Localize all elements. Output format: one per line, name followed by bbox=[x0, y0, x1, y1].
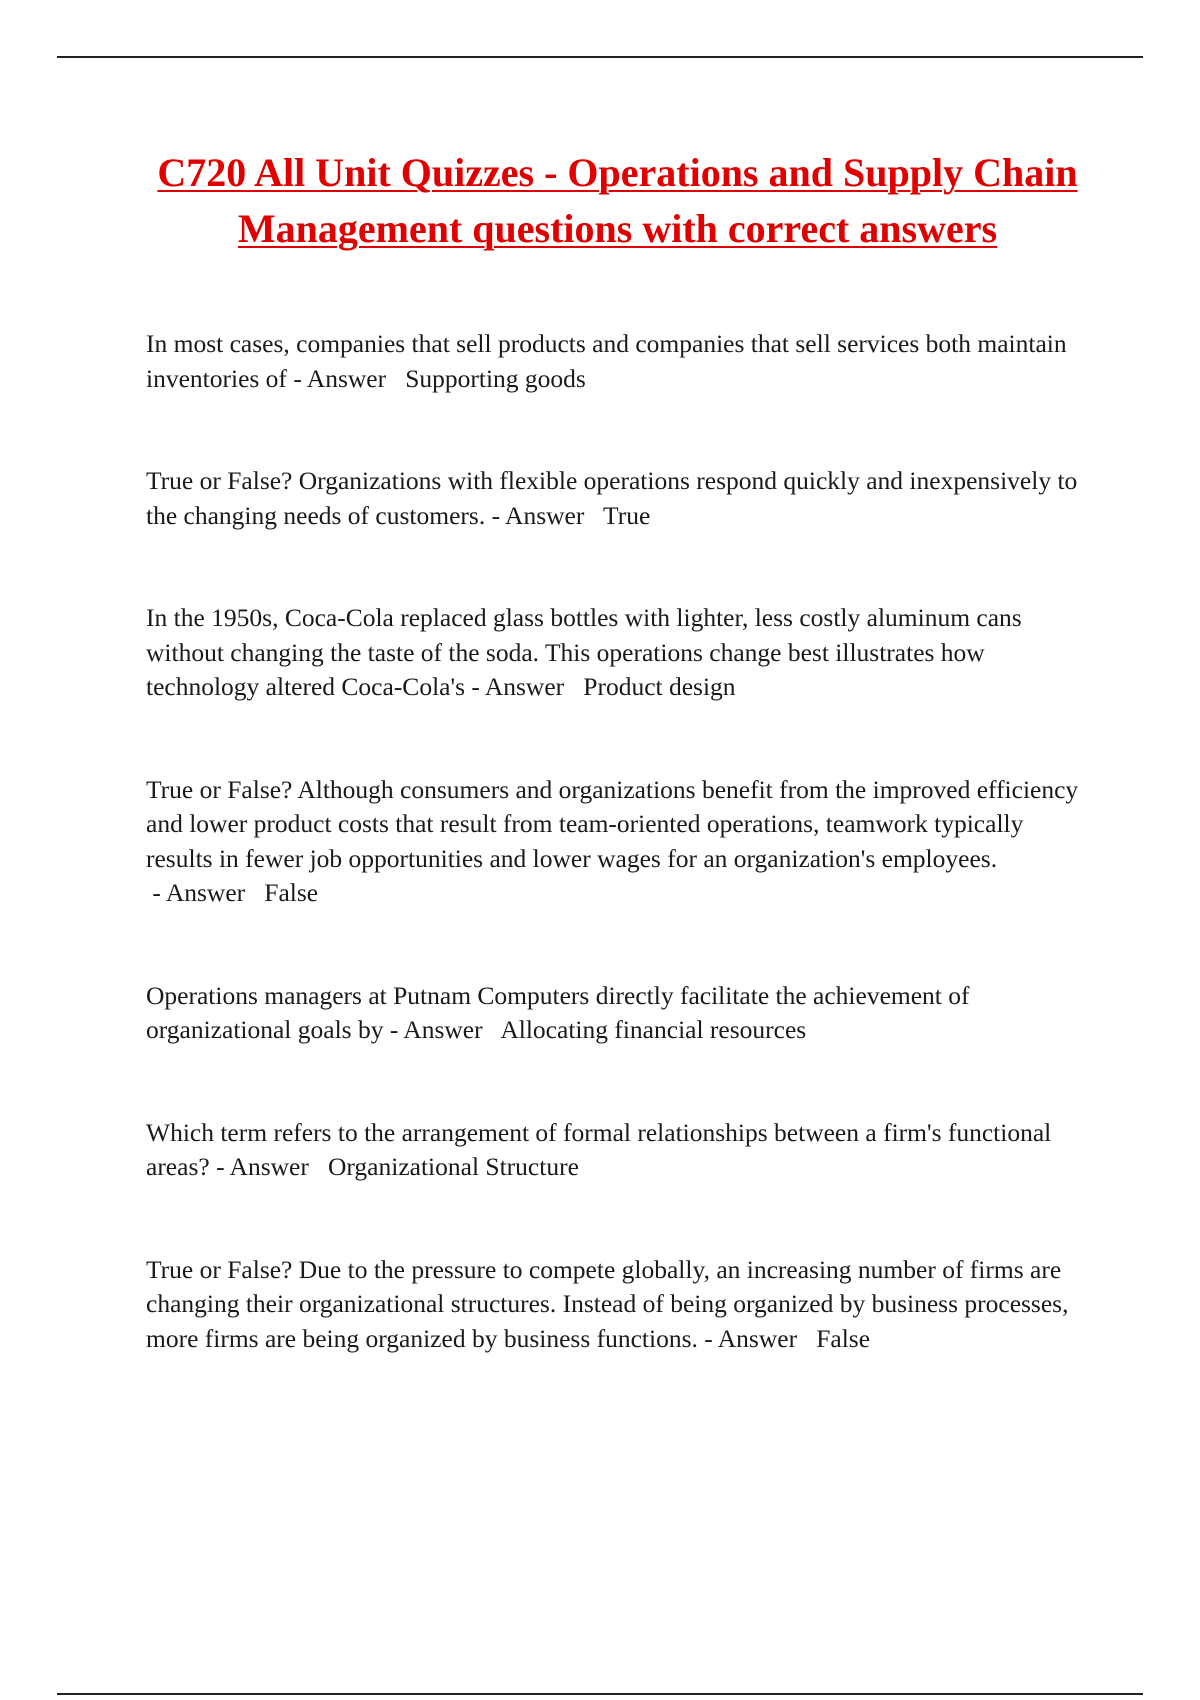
qa-item bbox=[146, 773, 1086, 911]
bottom-rule bbox=[57, 1693, 1143, 1695]
answer-text: Organizational Structure bbox=[327, 1152, 579, 1181]
answer-separator: - Answer bbox=[383, 1015, 501, 1044]
answer-text: Supporting goods bbox=[405, 363, 586, 393]
qa-item bbox=[146, 464, 1086, 533]
answer-separator: - Answer bbox=[485, 500, 604, 530]
answer-separator: - Answer bbox=[209, 1152, 328, 1181]
question-text: Which term refers to the arrangement of formal relationships between a firm's functional areas? bbox=[146, 1117, 1052, 1181]
question-text: Operations managers at Putnam Computers directly facilitate the achievement of organizational goals by bbox=[146, 980, 970, 1044]
qa-item bbox=[146, 1253, 1086, 1357]
qa-item bbox=[146, 327, 1086, 396]
top-rule bbox=[57, 56, 1143, 58]
question-text: In the 1950s, Coca-Cola replaced glass bottles with lighter, less costly aluminum cans without changing the taste of the soda. This operations change best illustrates how technology altered Coca-Cola's bbox=[146, 603, 1022, 701]
answer-text: False bbox=[264, 878, 319, 907]
qa-item bbox=[146, 979, 1086, 1048]
answer-separator: - Answer bbox=[286, 363, 406, 393]
question-text: In most cases, companies that sell products and companies that sell services both maintain inventories of bbox=[146, 329, 1067, 393]
qa-item bbox=[146, 601, 1086, 705]
question-text: True or False? Although consumers and organizations benefit from the improved efficiency and lower product costs that result from team-oriented operations, teamwork typically results in fewer job opportunities and lower wages for an organization's employees. bbox=[146, 774, 1079, 873]
document-title: C720 All Unit Quizzes - Operations and Supply Chain Management questions with correct answers bbox=[157, 150, 1078, 251]
answer-text: Allocating financial resources bbox=[500, 1015, 807, 1044]
answer-text: False bbox=[816, 1323, 871, 1353]
question-text: True or False? Organizations with flexible operations respond quickly and inexpensively to the changing needs of customers. bbox=[146, 466, 1078, 530]
answer-separator: - Answer bbox=[465, 672, 584, 701]
answer-separator: - Answer bbox=[146, 878, 265, 907]
question-text: True or False? Due to the pressure to compete globally, an increasing number of firms are changing their organizational structures. Instead of being organized by business processes, more firms are being organized by business functions. bbox=[146, 1254, 1069, 1353]
answer-text: True bbox=[603, 500, 651, 530]
qa-item bbox=[146, 1116, 1086, 1185]
answer-text: Product design bbox=[583, 672, 736, 701]
answer-separator: - Answer bbox=[697, 1323, 817, 1353]
qa-list bbox=[146, 327, 1086, 1424]
